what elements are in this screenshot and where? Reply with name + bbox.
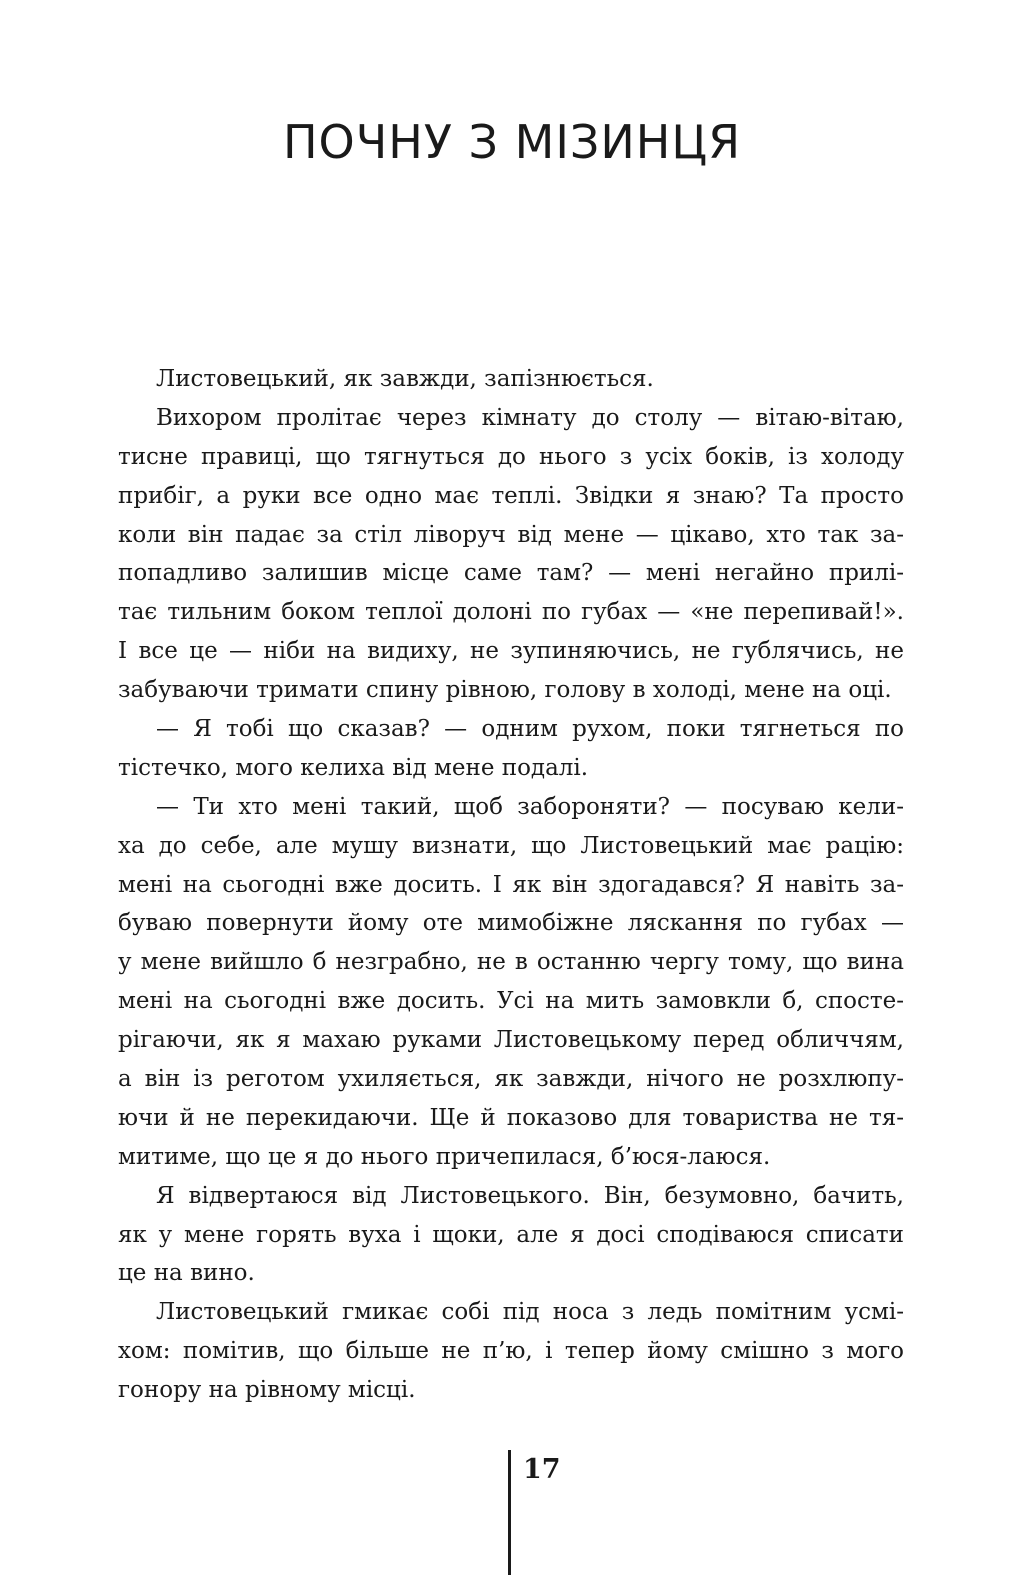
text-line: рігаючи, як я махаю руками Листовецькому перед обличчям, — [118, 1027, 904, 1054]
text-line: митиме, що це я до нього причепилася, б’юся-лаюся. — [118, 1143, 771, 1170]
text-line: як у мене горять вуха і щоки, але я досі сподіваюся списати — [118, 1221, 904, 1248]
text-line: у мене вийшло б незграбно, не в останню чергу тому, що вина — [118, 949, 904, 976]
page-number: 17 — [523, 1454, 561, 1485]
text-line: буваю повернути йому оте мимобіжне ляскання по губах — — [118, 910, 904, 937]
text-line: попадливо залишив місце саме там? — мені негайно прилі- — [118, 560, 904, 587]
text-line: прибіг, а руки все одно має теплі. Звідки я знаю? Та просто — [118, 482, 904, 509]
text-line: забуваючи тримати спину рівною, голову в холоді, мене на оці. — [118, 677, 892, 704]
text-line: тає тильним боком теплої долоні по губах — «не перепивай!». — [118, 599, 904, 626]
body-text — [118, 360, 904, 1410]
text-line: ха до себе, але мушу визнати, що Листовецький має рацію: — [118, 832, 904, 859]
text-line: Листовецький, як завжди, запізнюється. — [156, 366, 654, 392]
chapter-title: ПОЧНУ З МІЗИНЦЯ — [282, 115, 742, 169]
text-line: хом: помітив, що більше не п’ю, і тепер йому смішно з мого — [118, 1338, 904, 1365]
text-line: мені на сьогодні вже досить. Усі на мить замовкли б, спосте- — [118, 988, 904, 1015]
text-line: тисне правиці, що тягнуться до нього з усіх боків, із холоду — [118, 443, 904, 470]
text-line: мені на сьогодні вже досить. І як він здогадався? Я навіть за- — [118, 871, 904, 898]
page-number-rule — [508, 1450, 511, 1575]
text-line: І все це — ніби на видиху, не зупиняючись, не гублячись, не — [118, 638, 904, 665]
text-line: ючи й не перекидаючи. Ще й показово для товариства не тя- — [118, 1104, 904, 1131]
text-line: гонору на рівному місці. — [118, 1377, 416, 1404]
text-line: коли він падає за стіл ліворуч від мене — цікаво, хто так за- — [118, 521, 904, 548]
text-line: тістечко, мого келиха від мене подалі. — [118, 754, 589, 781]
text-line: Я відвертаюся від Листовецького. Він, безумовно, бачить, — [156, 1182, 904, 1209]
text-line: — Ти хто мені такий, щоб забороняти? — посуваю кели- — [156, 793, 904, 820]
text-line: Листовецький гмикає собі під носа з ледь помітним усмі- — [156, 1299, 904, 1326]
text-line: це на вино. — [118, 1260, 255, 1287]
text-line: а він із реготом ухиляється, як завжди, нічого не розхлюпу- — [118, 1066, 904, 1093]
text-line: — Я тобі що сказав? — одним рухом, поки тягнеться по — [156, 716, 904, 743]
text-line: Вихором пролітає через кімнату до столу — вітаю-вітаю, — [156, 404, 904, 431]
